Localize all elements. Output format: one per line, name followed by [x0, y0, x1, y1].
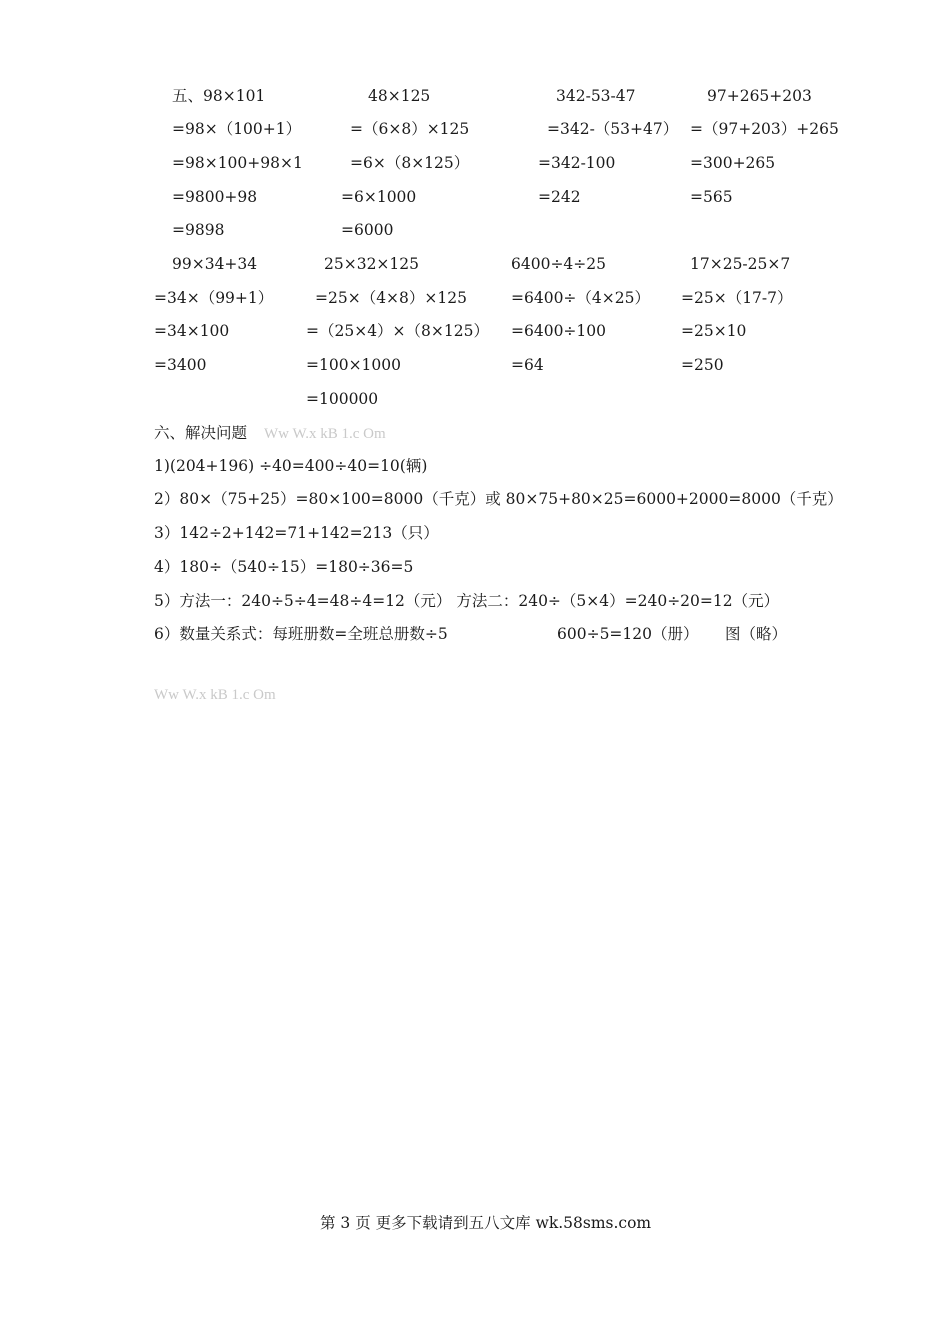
calc-cell: =100×1000 — [306, 356, 402, 374]
calc-cell: =34×100 — [154, 322, 230, 340]
watermark: Ww W.x kB 1.c Om — [154, 687, 276, 703]
calc-cell: =9898 — [172, 221, 225, 239]
calc-cell: =25×（17-7） — [681, 289, 793, 307]
calc-cell: 342-53-47 — [556, 87, 636, 105]
watermark: Ww W.x kB 1.c Om — [264, 426, 386, 442]
calc-cell: 48×125 — [368, 87, 431, 105]
calc-cell: =565 — [690, 188, 733, 206]
answer-item-3: 3）142÷2+142=71+142=213（只） — [154, 524, 439, 542]
answer-item-6: 6）数量关系式：每班册数=全班总册数÷5 — [154, 625, 448, 643]
answer-item-2: 2）80×（75+25）=80×100=8000（千克）或 80×75+80×25=6000+2000=8000（千克） — [154, 490, 843, 508]
answer-item-4: 4）180÷（540÷15）=180÷36=5 — [154, 558, 414, 576]
calc-cell: =342-（53+47） — [547, 120, 679, 138]
calc-cell: =25×10 — [681, 322, 747, 340]
calc-cell: =98×（100+1） — [172, 120, 302, 138]
answer-item-5: 5）方法一：240÷5÷4=48÷4=12（元） 方法二：240÷（5×4）=240÷20=12（元） — [154, 592, 780, 610]
calc-cell: =6400÷（4×25） — [511, 289, 650, 307]
calc-cell: =（25×4）×（8×125） — [306, 322, 489, 340]
calc-cell: =250 — [681, 356, 724, 374]
calc-cell: =342-100 — [538, 154, 616, 172]
calc-cell: =9800+98 — [172, 188, 258, 206]
calc-cell: =（6×8）×125 — [350, 120, 470, 138]
calc-cell: =6400÷100 — [511, 322, 607, 340]
calc-cell: =6000 — [341, 221, 394, 239]
calc-cell: =242 — [538, 188, 581, 206]
calc-cell: =6×1000 — [341, 188, 417, 206]
answer-item-6-result: 600÷5=120（册） — [557, 625, 699, 643]
calc-cell: 五、98×101 — [172, 87, 266, 105]
calc-cell: 97+265+203 — [707, 87, 812, 105]
calc-cell: =100000 — [306, 390, 379, 408]
calc-cell: 25×32×125 — [324, 255, 420, 273]
calc-cell: 17×25-25×7 — [690, 255, 791, 273]
calc-cell: 6400÷4÷25 — [511, 255, 607, 273]
calc-cell: =34×（99+1） — [154, 289, 274, 307]
answer-item-1: 1)(204+196) ÷40=400÷40=10(辆) — [154, 457, 428, 475]
page-footer: 第 3 页 更多下载请到五八文库 wk.58sms.com — [320, 1214, 652, 1232]
calc-cell: =64 — [511, 356, 544, 374]
calc-cell: 99×34+34 — [172, 255, 258, 273]
calc-cell: =98×100+98×1 — [172, 154, 303, 172]
calc-cell: =300+265 — [690, 154, 776, 172]
section-heading: 六、解决问题 — [154, 424, 248, 442]
calc-cell: =25×（4×8）×125 — [315, 289, 467, 307]
calc-cell: =（97+203）+265 — [690, 120, 839, 138]
answer-item-6-figure: 图（略） — [725, 625, 788, 643]
calc-cell: =6×（8×125） — [350, 154, 470, 172]
calc-cell: =3400 — [154, 356, 207, 374]
